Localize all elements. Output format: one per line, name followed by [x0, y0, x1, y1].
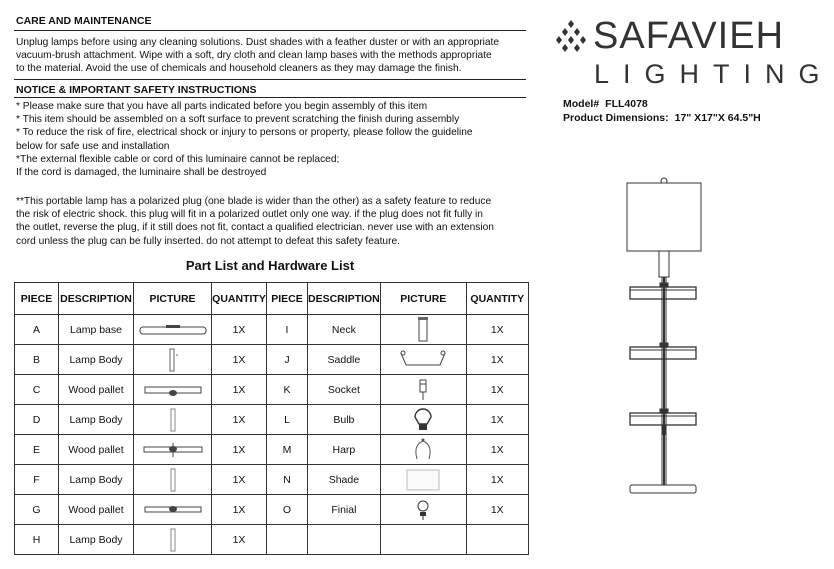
bulb-icon — [411, 407, 435, 433]
care-line: Unplug lamps before using any cleaning solutions. Dust shades with a feather duster or with an appropriate — [16, 37, 500, 48]
piece-cell: C — [15, 375, 59, 405]
harp-icon — [412, 437, 434, 463]
piece-cell: D — [15, 405, 59, 435]
piece-cell — [267, 525, 308, 555]
column-header: PICTURE — [134, 283, 212, 315]
floor-lamp-illustration — [612, 170, 722, 500]
diamond-logo-icon — [553, 20, 589, 54]
plug-line: the outlet, reverse the plug, if it still does not fit, contact a qualified electrician. never use with an extension — [16, 222, 494, 234]
lamp-base-icon — [138, 323, 208, 337]
description-cell: Bulb — [308, 405, 381, 435]
description-cell: Shade — [308, 465, 381, 495]
safety-line: * This item should be assembled on a soft surface to prevent scratching the finish during assembly — [16, 114, 460, 126]
quantity-cell: 1X — [466, 315, 528, 345]
socket-icon — [415, 378, 431, 402]
brand-name: SAFAVIEH — [593, 15, 785, 57]
picture-cell — [380, 465, 466, 495]
quantity-cell: 1X — [212, 495, 267, 525]
description-cell: Harp — [308, 435, 381, 465]
safety-line: below for safe use and installation — [16, 140, 170, 152]
wood-pallet-icon — [142, 441, 204, 459]
description-cell: Lamp Body — [59, 525, 134, 555]
quantity-cell: 1X — [466, 405, 528, 435]
description-cell: Wood pallet — [59, 495, 134, 525]
picture-cell — [134, 375, 212, 405]
column-header: PICTURE — [380, 283, 466, 315]
brand-logo — [553, 14, 834, 89]
description-cell: Socket — [308, 375, 381, 405]
description-cell: Wood pallet — [59, 375, 134, 405]
table-row — [15, 405, 529, 435]
safety-line: *The external flexible cable or cord of this luminaire cannot be replaced; — [16, 153, 340, 165]
description-cell — [308, 525, 381, 555]
description-cell: Lamp base — [59, 315, 134, 345]
picture-cell — [380, 435, 466, 465]
piece-cell: E — [15, 435, 59, 465]
column-header: DESCRIPTION — [59, 283, 134, 315]
table-row — [15, 495, 529, 525]
lamp-drawing — [627, 178, 701, 493]
picture-cell — [380, 495, 466, 525]
wood-pallet-icon — [143, 381, 203, 399]
table-row — [15, 435, 529, 465]
piece-cell: K — [267, 375, 308, 405]
dimensions-value: 17" X17"X 64.5"H — [674, 112, 761, 124]
safety-text — [16, 100, 526, 179]
quantity-cell — [466, 525, 528, 555]
description-cell: Neck — [308, 315, 381, 345]
quantity-cell: 1X — [212, 375, 267, 405]
piece-cell: J — [267, 345, 308, 375]
table-row — [15, 345, 529, 375]
divider — [14, 79, 526, 80]
quantity-cell: 1X — [212, 405, 267, 435]
care-line: vacuum-brush attachment. Wipe with a soft, dry cloth and clean lamp bases with the methods appropriate — [16, 50, 492, 62]
table-row — [15, 375, 529, 405]
picture-cell — [380, 405, 466, 435]
saddle-icon — [398, 349, 448, 371]
plug-line: the risk of electric shock. this plug will fit in a polarized outlet only one way. if the plug does not fit fully in — [16, 209, 483, 221]
quantity-cell: 1X — [212, 465, 267, 495]
piece-cell: A — [15, 315, 59, 345]
lamp-body-icon — [167, 407, 179, 433]
description-cell: Lamp Body — [59, 405, 134, 435]
quantity-cell: 1X — [212, 315, 267, 345]
description-cell: Lamp Body — [59, 465, 134, 495]
description-cell: Saddle — [308, 345, 381, 375]
plug-line: cord unless the plug can be fully inserted. do not attempt to defeat this safety feature. — [16, 235, 400, 247]
quantity-cell: 1X — [466, 375, 528, 405]
care-line: to the material. Avoid the use of chemicals and household cleaners as they may damage the finish. — [16, 63, 462, 75]
finial-icon — [415, 499, 431, 521]
picture-cell — [380, 345, 466, 375]
piece-cell: H — [15, 525, 59, 555]
picture-cell — [134, 315, 212, 345]
description-cell: Wood pallet — [59, 435, 134, 465]
safety-line: If the cord is damaged, the luminaire shall be destroyed — [16, 167, 267, 179]
column-header: DESCRIPTION — [308, 283, 381, 315]
piece-cell: G — [15, 495, 59, 525]
piece-cell: M — [267, 435, 308, 465]
plug-text — [16, 195, 526, 248]
lamp-body-icon — [167, 527, 179, 553]
piece-cell: N — [267, 465, 308, 495]
picture-cell — [134, 495, 212, 525]
parts-table-title: Part List and Hardware List — [185, 258, 355, 273]
picture-cell — [134, 345, 212, 375]
table-header-row — [15, 283, 529, 315]
picture-cell — [134, 525, 212, 555]
piece-cell: F — [15, 465, 59, 495]
neck-icon — [413, 316, 433, 344]
lamp-body-icon — [163, 347, 183, 373]
piece-cell: L — [267, 405, 308, 435]
piece-cell: B — [15, 345, 59, 375]
column-header: QUANTITY — [212, 283, 267, 315]
model-value: FLL4078 — [605, 98, 648, 110]
picture-cell — [380, 525, 466, 555]
shade-icon — [405, 468, 441, 492]
piece-cell: O — [267, 495, 308, 525]
dimensions-label: Product Dimensions: — [563, 112, 669, 124]
quantity-cell: 1X — [212, 345, 267, 375]
lamp-body-icon — [167, 467, 179, 493]
safety-line: * Please make sure that you have all parts indicated before you begin assembly of this item — [16, 101, 428, 112]
table-row — [15, 315, 529, 345]
divider — [14, 97, 526, 98]
quantity-cell: 1X — [466, 345, 528, 375]
quantity-cell: 1X — [466, 465, 528, 495]
model-label: Model# — [563, 98, 600, 110]
quantity-cell: 1X — [466, 495, 528, 525]
safety-title: NOTICE & IMPORTANT SAFETY INSTRUCTIONS — [16, 84, 257, 96]
care-text — [16, 36, 526, 76]
model-line — [563, 98, 654, 110]
picture-cell — [134, 405, 212, 435]
description-cell: Finial — [308, 495, 381, 525]
care-title: CARE AND MAINTENANCE — [16, 15, 152, 27]
picture-cell — [134, 465, 212, 495]
quantity-cell: 1X — [212, 435, 267, 465]
dimensions-line — [563, 112, 767, 124]
table-row — [15, 465, 529, 495]
column-header: PIECE — [15, 283, 59, 315]
brand-subname: LIGHTING — [594, 59, 834, 89]
description-cell: Lamp Body — [59, 345, 134, 375]
quantity-cell: 1X — [466, 435, 528, 465]
column-header: QUANTITY — [466, 283, 528, 315]
parts-table — [14, 282, 529, 555]
safety-line: * To reduce the risk of fire, electrical shock or injury to persons or property, please follow the guideline — [16, 127, 473, 139]
picture-cell — [380, 315, 466, 345]
quantity-cell: 1X — [212, 525, 267, 555]
piece-cell: I — [267, 315, 308, 345]
picture-cell — [380, 375, 466, 405]
column-header: PIECE — [267, 283, 308, 315]
wood-pallet-icon — [143, 501, 203, 519]
plug-line: **This portable lamp has a polarized plug (one blade is wider than the other) as a safety feature to reduce — [16, 196, 492, 207]
table-row — [15, 525, 529, 555]
picture-cell — [134, 435, 212, 465]
divider — [14, 30, 526, 31]
